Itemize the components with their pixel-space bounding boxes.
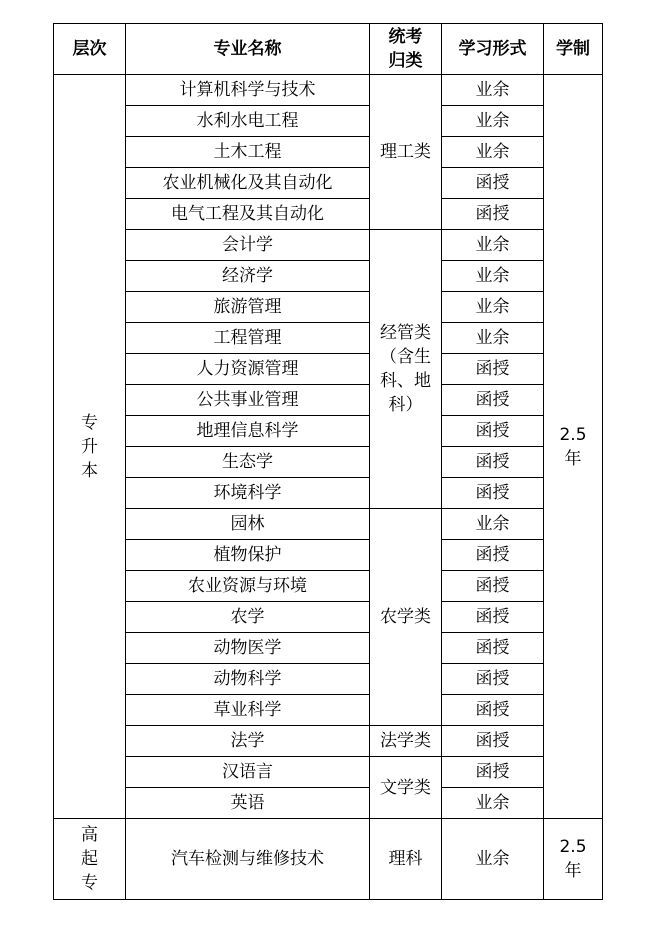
form-cell: 函授 bbox=[442, 571, 544, 602]
category-cell-nongxue: 农学类 bbox=[370, 509, 442, 726]
duration-cell-zsb bbox=[544, 75, 603, 819]
table-row bbox=[54, 416, 603, 447]
table-row bbox=[54, 230, 603, 261]
major-cell: 工程管理 bbox=[126, 323, 370, 354]
header-major: 专业名称 bbox=[126, 24, 370, 75]
level-cell-gqz bbox=[54, 819, 126, 900]
category-cell-ligong: 理工类 bbox=[370, 75, 442, 230]
form-cell: 函授 bbox=[442, 385, 544, 416]
table-row bbox=[54, 106, 603, 137]
form-cell: 函授 bbox=[442, 602, 544, 633]
table-row bbox=[54, 633, 603, 664]
level-char: 专 bbox=[81, 412, 98, 433]
major-cell: 经济学 bbox=[126, 261, 370, 292]
major-table bbox=[53, 23, 603, 900]
major-cell: 农业资源与环境 bbox=[126, 571, 370, 602]
category-line: 科、地 bbox=[380, 371, 431, 391]
category-cell-jingguan bbox=[370, 230, 442, 509]
table-row bbox=[54, 602, 603, 633]
category-cell-like: 理科 bbox=[370, 819, 442, 900]
major-cell: 动物科学 bbox=[126, 664, 370, 695]
form-cell: 业余 bbox=[442, 509, 544, 540]
duration-unit: 年 bbox=[564, 861, 582, 881]
form-cell: 函授 bbox=[442, 354, 544, 385]
major-cell: 会计学 bbox=[126, 230, 370, 261]
form-cell: 业余 bbox=[442, 106, 544, 137]
level-char: 高 bbox=[81, 825, 98, 845]
table-row bbox=[54, 819, 603, 900]
table-row bbox=[54, 695, 603, 726]
form-cell: 函授 bbox=[442, 416, 544, 447]
form-cell: 业余 bbox=[442, 75, 544, 106]
major-cell: 汽车检测与维修技术 bbox=[126, 819, 370, 900]
major-cell: 法学 bbox=[126, 726, 370, 757]
major-cell: 土木工程 bbox=[126, 137, 370, 168]
header-exam-line2: 归类 bbox=[388, 51, 423, 71]
form-cell: 函授 bbox=[442, 695, 544, 726]
major-cell: 植物保护 bbox=[126, 540, 370, 571]
level-char: 起 bbox=[81, 849, 98, 869]
form-cell: 业余 bbox=[442, 323, 544, 354]
duration-value: 2.5 bbox=[559, 424, 587, 445]
table-row bbox=[54, 757, 603, 788]
form-cell: 业余 bbox=[442, 819, 544, 900]
major-cell: 环境科学 bbox=[126, 478, 370, 509]
table-row bbox=[54, 788, 603, 819]
form-cell: 函授 bbox=[442, 633, 544, 664]
header-level: 层次 bbox=[54, 24, 126, 75]
table-row bbox=[54, 447, 603, 478]
table-row bbox=[54, 664, 603, 695]
level-cell-zsb bbox=[54, 75, 126, 819]
form-cell: 函授 bbox=[442, 199, 544, 230]
major-cell: 英语 bbox=[126, 788, 370, 819]
duration-unit: 年 bbox=[564, 448, 582, 469]
level-char: 专 bbox=[81, 873, 98, 893]
form-cell: 函授 bbox=[442, 664, 544, 695]
duration-value: 2.5 bbox=[559, 837, 587, 857]
header-exam-line1: 统考 bbox=[388, 27, 423, 47]
table-row bbox=[54, 385, 603, 416]
category-line: （含生 bbox=[380, 347, 431, 367]
table-row bbox=[54, 323, 603, 354]
header-row bbox=[54, 24, 603, 75]
header-exam-category bbox=[370, 24, 442, 75]
form-cell: 函授 bbox=[442, 447, 544, 478]
duration-cell-gqz bbox=[544, 819, 603, 900]
header-study-form: 学习形式 bbox=[442, 24, 544, 75]
table-row bbox=[54, 75, 603, 106]
form-cell: 函授 bbox=[442, 540, 544, 571]
form-cell: 业余 bbox=[442, 261, 544, 292]
table-row bbox=[54, 540, 603, 571]
major-cell: 地理信息科学 bbox=[126, 416, 370, 447]
table-row bbox=[54, 509, 603, 540]
table-row bbox=[54, 168, 603, 199]
level-char: 本 bbox=[81, 460, 98, 481]
form-cell: 业余 bbox=[442, 292, 544, 323]
table-row bbox=[54, 199, 603, 230]
level-char: 升 bbox=[81, 436, 98, 457]
category-cell-wenxue: 文学类 bbox=[370, 757, 442, 819]
form-cell: 业余 bbox=[442, 137, 544, 168]
major-cell: 农学 bbox=[126, 602, 370, 633]
category-cell-faxue: 法学类 bbox=[370, 726, 442, 757]
form-cell: 函授 bbox=[442, 726, 544, 757]
table-row bbox=[54, 571, 603, 602]
table-row bbox=[54, 261, 603, 292]
major-cell: 生态学 bbox=[126, 447, 370, 478]
major-cell: 动物医学 bbox=[126, 633, 370, 664]
form-cell: 业余 bbox=[442, 230, 544, 261]
major-cell: 计算机科学与技术 bbox=[126, 75, 370, 106]
form-cell: 函授 bbox=[442, 168, 544, 199]
category-line: 科） bbox=[388, 395, 423, 415]
major-cell: 园林 bbox=[126, 509, 370, 540]
major-cell: 水利水电工程 bbox=[126, 106, 370, 137]
major-cell: 公共事业管理 bbox=[126, 385, 370, 416]
form-cell: 函授 bbox=[442, 757, 544, 788]
form-cell: 业余 bbox=[442, 788, 544, 819]
table-row bbox=[54, 137, 603, 168]
major-cell: 农业机械化及其自动化 bbox=[126, 168, 370, 199]
major-cell: 草业科学 bbox=[126, 695, 370, 726]
form-cell: 函授 bbox=[442, 478, 544, 509]
major-cell: 人力资源管理 bbox=[126, 354, 370, 385]
table-row bbox=[54, 478, 603, 509]
major-cell: 汉语言 bbox=[126, 757, 370, 788]
major-cell: 电气工程及其自动化 bbox=[126, 199, 370, 230]
table-row bbox=[54, 292, 603, 323]
table-row bbox=[54, 354, 603, 385]
header-duration: 学制 bbox=[544, 24, 603, 75]
category-line: 经管类 bbox=[380, 323, 431, 343]
major-cell: 旅游管理 bbox=[126, 292, 370, 323]
table-row bbox=[54, 726, 603, 757]
